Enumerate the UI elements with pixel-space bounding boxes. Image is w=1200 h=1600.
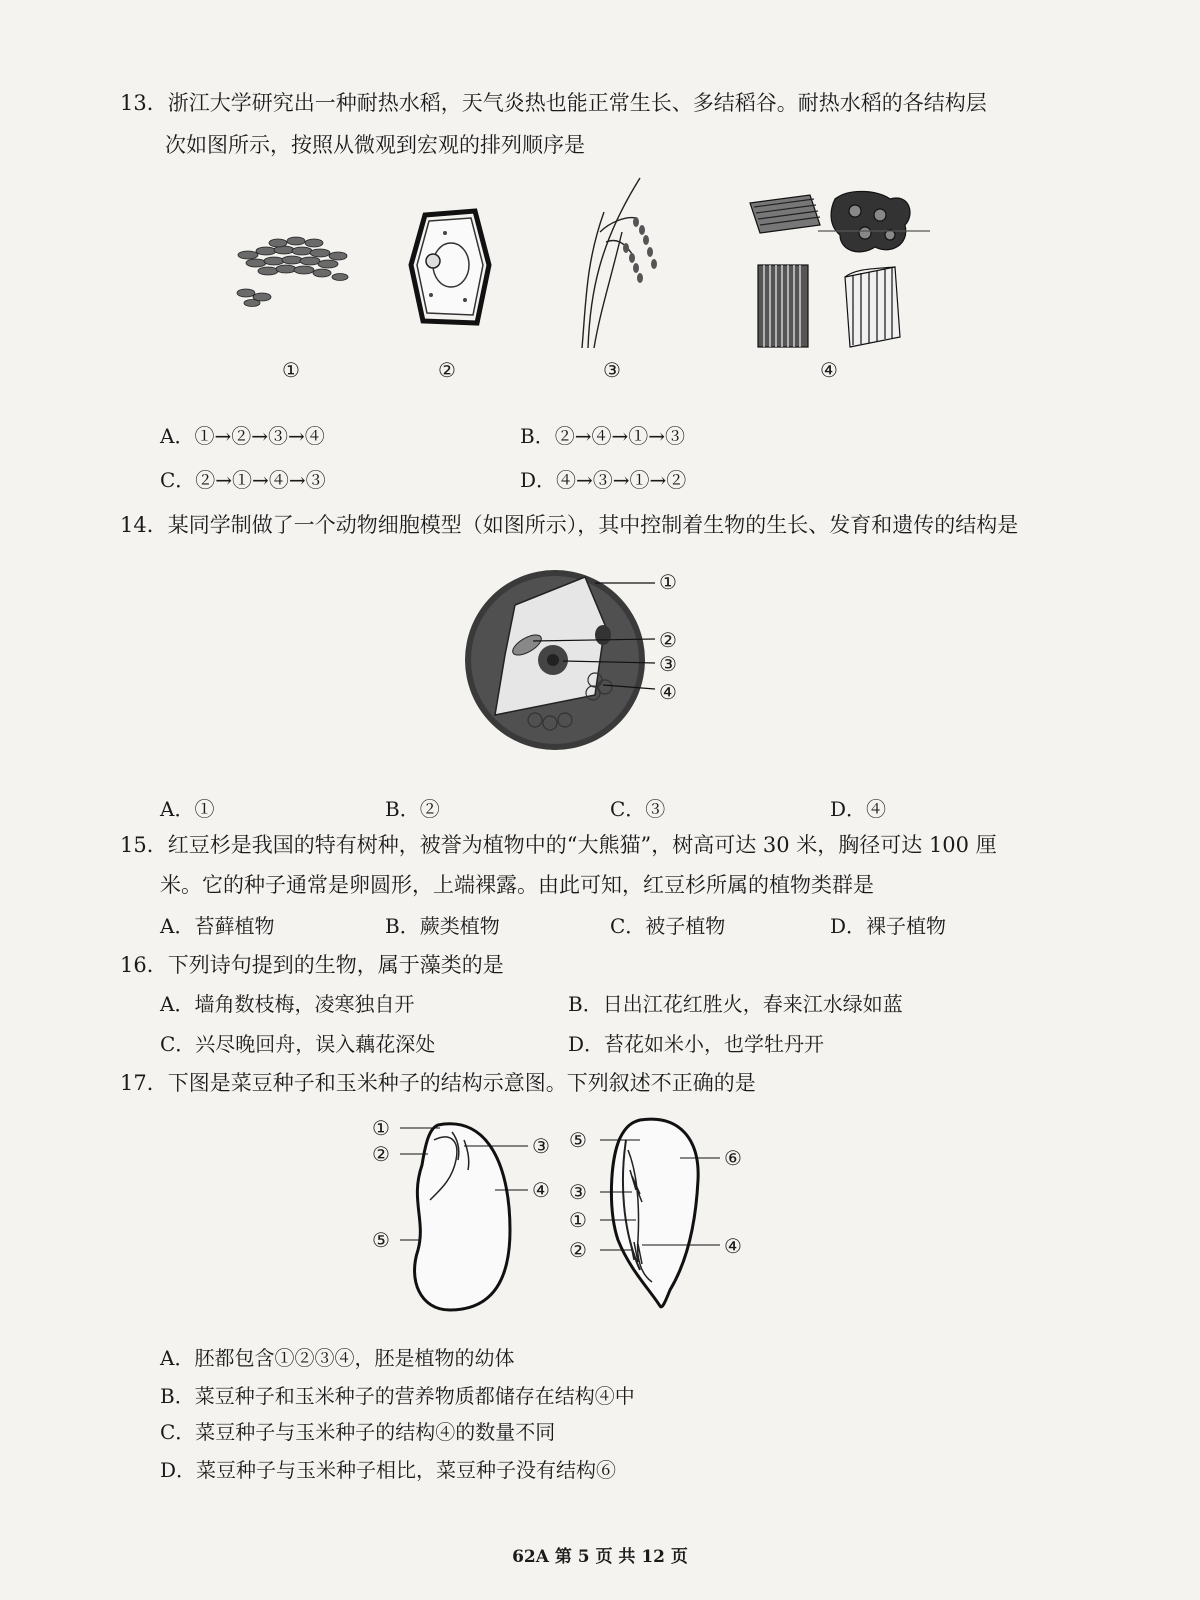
q17-stem: 17．下图是菜豆种子和玉米种子的结构示意图。下列叙述不正确的是	[120, 1071, 756, 1095]
q15-stem-line1: 15．红豆杉是我国的特有树种，被誉为植物中的“大熊猫”，树高可达 30 米，胸径可达 100 厘	[120, 833, 997, 857]
q16-option-d[interactable]: D．苔花如米小，也学牡丹开	[568, 1032, 825, 1056]
q16-option-b[interactable]: B．日出江花红胜火，春来江水绿如蓝	[568, 992, 903, 1016]
q13-stem-line2: 次如图所示，按照从微观到宏观的排列顺序是	[165, 133, 585, 157]
q15-option-c[interactable]: C．被子植物	[610, 914, 726, 938]
q13-fig-label-4: ④	[820, 358, 838, 382]
q14-option-d[interactable]: D．④	[830, 797, 887, 821]
q13-option-b[interactable]: B．②→④→①→③	[520, 424, 685, 448]
tissues-figure	[740, 185, 930, 355]
q13-fig-label-2: ②	[438, 358, 456, 382]
page-footer: 62A 第 5 页 共 12 页	[512, 1547, 688, 1567]
q14-stem: 14．某同学制做了一个动物细胞模型（如图所示），其中控制着生物的生长、发育和遗传的结构是	[120, 513, 1019, 537]
q16-stem: 16．下列诗句提到的生物，属于藻类的是	[120, 953, 504, 977]
q14-label-1: ①	[659, 570, 677, 594]
q15-option-b[interactable]: B．蕨类植物	[385, 914, 500, 938]
q13-option-d[interactable]: D．④→③→①→②	[520, 468, 687, 492]
bean-label-3: ③	[532, 1134, 550, 1158]
q15-stem-line2: 米。它的种子通常是卵圆形，上端裸露。由此可知，红豆杉所属的植物类群是	[160, 873, 874, 897]
corn-label-4: ④	[724, 1234, 742, 1258]
bean-label-1: ①	[372, 1116, 390, 1140]
q16-option-a[interactable]: A．墙角数枝梅，凌寒独自开	[160, 992, 415, 1016]
q15-option-a[interactable]: A．苔藓植物	[160, 914, 275, 938]
corn-label-1: ①	[569, 1208, 587, 1232]
q14-option-a[interactable]: A．①	[160, 797, 215, 821]
q14-label-2: ②	[659, 628, 677, 652]
q17-option-a[interactable]: A．胚都包含①②③④，胚是植物的幼体	[160, 1346, 515, 1370]
q15-option-d[interactable]: D．裸子植物	[830, 914, 947, 938]
q14-option-b[interactable]: B．②	[385, 797, 440, 821]
q13-option-c[interactable]: C．②→①→④→③	[160, 468, 326, 492]
rice-plant-figure	[570, 172, 670, 352]
corn-label-3: ③	[569, 1180, 587, 1204]
corn-label-5: ⑤	[569, 1128, 587, 1152]
rice-grains-figure	[228, 225, 363, 310]
q17-option-c[interactable]: C．菜豆种子与玉米种子的结构④的数量不同	[160, 1420, 556, 1444]
q13-fig-label-1: ①	[282, 358, 300, 382]
plant-cell-figure	[405, 205, 495, 330]
q13-stem-line1: 13．浙江大学研究出一种耐热水稻，天气炎热也能正常生长、多结稻谷。耐热水稻的各结构层	[120, 91, 987, 115]
q17-option-b[interactable]: B．菜豆种子和玉米种子的营养物质都储存在结构④中	[160, 1384, 635, 1408]
corn-seed-figure	[570, 1110, 770, 1320]
bean-label-4: ④	[532, 1178, 550, 1202]
bean-label-2: ②	[372, 1142, 390, 1166]
q14-option-c[interactable]: C．③	[610, 797, 666, 821]
q14-label-3: ③	[659, 652, 677, 676]
q14-label-4: ④	[659, 680, 677, 704]
q16-option-c[interactable]: C．兴尽晚回舟，误入藕花深处	[160, 1032, 436, 1056]
corn-label-2: ②	[569, 1238, 587, 1262]
bean-label-5: ⑤	[372, 1228, 390, 1252]
q13-option-a[interactable]: A．①→②→③→④	[160, 424, 325, 448]
q13-fig-label-3: ③	[603, 358, 621, 382]
corn-label-6: ⑥	[724, 1146, 742, 1170]
q17-option-d[interactable]: D．菜豆种子与玉米种子相比，菜豆种子没有结构⑥	[160, 1458, 617, 1482]
